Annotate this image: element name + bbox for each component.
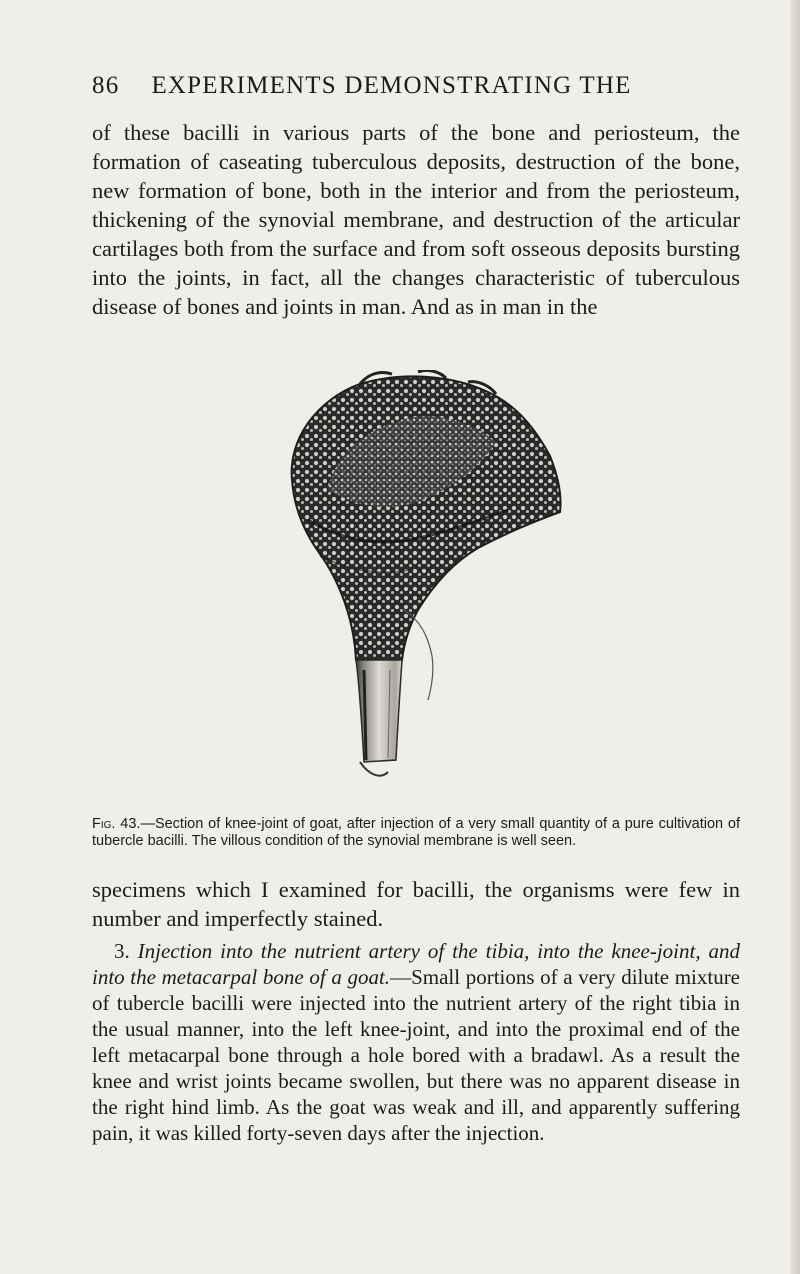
- section-body: —Small portions of a very dilute mixture of tubercle bacilli were injected into the nutrient artery of the right tibia in the usual manner, into the left knee-joint, and into the proximal end of the left metacarpal bone through a hole bored with a bradawl. As a result the knee and wrist joints became swollen, but there was no apparent disease in the right hind limb. As the goat was weak and ill, and apparently suffering pain, it was killed forty-seven days after the injection.: [92, 965, 741, 1145]
- knee-joint-section-illustration: [268, 370, 568, 790]
- body-paragraph-2: specimens which I examined for bacilli, the organisms were few in number and imperfectly stained.: [92, 877, 740, 931]
- figure-caption-text: —Section of knee-joint of goat, after injection of a very small quantity of a pure cultivation of tubercle bacilli. The villous condition of the synovial membrane is well seen.: [92, 816, 740, 849]
- figure-label: Fig. 43.: [92, 816, 141, 832]
- page-edge-shadow: [790, 0, 800, 1274]
- running-header: [92, 72, 732, 100]
- section-heading: Injection into the nutrient artery of the tibia, into the knee-joint, and into the metacarpal bone of a goat.: [92, 939, 740, 989]
- section-number: 3.: [114, 939, 130, 963]
- running-title: EXPERIMENTS DEMONSTRATING THE: [151, 72, 632, 99]
- body-paragraph-3: [92, 938, 740, 1146]
- page-number: 86: [92, 72, 120, 99]
- bone-section-drawing: [268, 370, 568, 790]
- body-paragraph-1: of these bacilli in various parts of the bone and periosteum, the formation of caseating tuberculous deposits, destruction of the bone, new formation of bone, both in the interior and from the periosteum, thickening of the synovial membrane, and destruction of the articular cartilages both from the surface and from soft osseous deposits bursting into the joints, in fact, all the changes characteristic of tuberculous disease of bones and joints in man. And as in man in the: [92, 120, 740, 319]
- figure-caption: [92, 816, 740, 850]
